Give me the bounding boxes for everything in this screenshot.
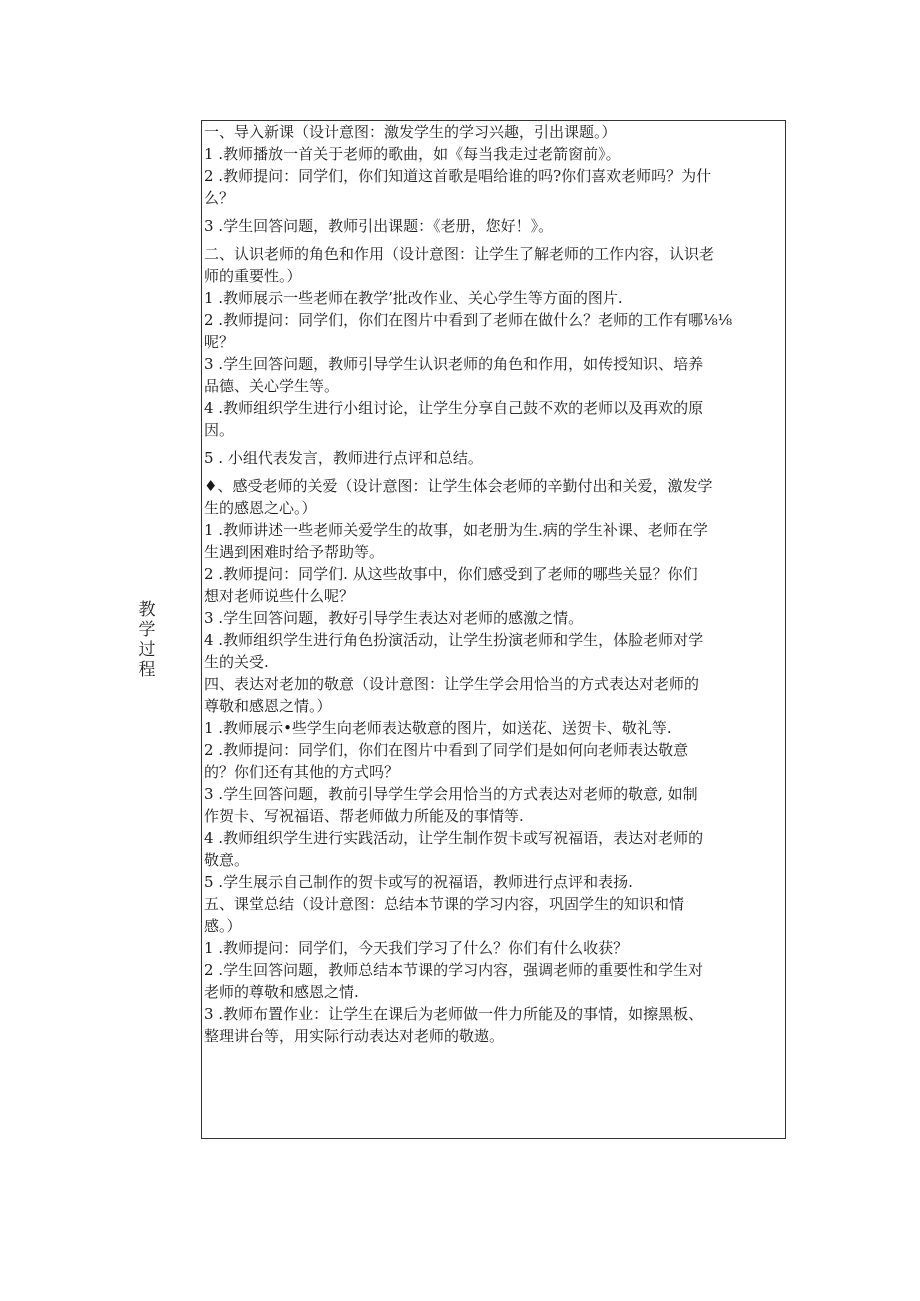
- text-line: 1 .教师讲述一些老师关爱学生的故事，如老册为生.病的学生补课、老师在学: [204, 521, 708, 539]
- text-line: 作贺卡、写祝福语、帮老师做力所能及的事情等.: [204, 807, 524, 825]
- text-line: 3 .学生回答问题，教师引出课题：《老册，您好！》。: [204, 217, 554, 235]
- text-line: 2 .学生回答问题，教师总结本节课的学习内容，强调老师的重要性和学生对: [204, 961, 704, 979]
- text-line: 4 .教师组织学生进行角色扮演活动，让学生扮演老师和学生，体脸老师对学: [204, 631, 704, 649]
- text-line: 1 .教师提问：同学们，今天我们学习了什么？你们有什么收获？: [204, 939, 629, 957]
- text-line: 3 .学生回答问题，教师引导学生认识老师的角色和作用，如传授知识、培养: [204, 355, 704, 373]
- text-line: 5 .学生展示自己制作的贺卡或写的祝福语，教师进行点评和表扬.: [204, 873, 633, 891]
- text-line: 尊敬和感恩之情。）: [204, 697, 332, 715]
- text-line: 3 .学生回答问题，教好引导学生表达对老师的感激之情。: [204, 609, 584, 627]
- side-label-char: 教: [138, 600, 156, 620]
- text-line: 4 .教师组织学生进行小组讨论，让学生分享自己鼓不欢的老师以及再欢的原: [204, 399, 704, 417]
- side-label-char: 过: [138, 640, 156, 660]
- lesson-content: [204, 121, 774, 1047]
- text-line: 老师的尊敬和感恩之情.: [204, 983, 359, 1001]
- text-line: 么？: [204, 189, 235, 207]
- text-line: 2 .教师提问：同学们，你们在图片中看到了同学们是如何向老师表达敬意: [204, 741, 689, 759]
- text-line: 呢？: [204, 333, 235, 351]
- side-label-char: 学: [138, 620, 156, 640]
- text-line: 生遇到困难时给予帮助等。: [204, 543, 385, 561]
- text-line: 3 .教师布置作业：让学生在课后为老师做一件力所能及的事情，如擦黑板、: [204, 1005, 704, 1023]
- text-line: 1 .教师展示一些老师在教学’批改作业、关心学生等方面的图片.: [204, 289, 623, 307]
- text-line: 的？你们还有其他的方式吗？: [204, 763, 400, 781]
- teaching-process-label: [133, 600, 161, 680]
- text-line: 感。）: [204, 917, 242, 935]
- side-label-char: 程: [138, 660, 156, 680]
- text-line: 生的关受.: [204, 653, 269, 671]
- text-line: 1 .教师展示•些学生向老师表达敬意的图片，如送花、送贺卡、敬礼等.: [204, 719, 672, 737]
- text-line: 师的重要性。）: [204, 267, 302, 285]
- text-line: 生的感恩之心。）: [204, 499, 317, 517]
- text-line: 敬意。: [204, 851, 250, 869]
- section-heading-4: 四、表达对老加的敬意（设计意图：让学生学会用恰当的方式表达对老师的: [204, 675, 700, 693]
- text-line: 5 . 小组代表发言，教师进行点评和总结。: [204, 449, 483, 467]
- section-heading-5: 五、课堂总结（设计意图：总结本节课的学习内容，巩固学生的知识和情: [204, 895, 685, 913]
- text-line: 品德、关心学生等。: [204, 377, 340, 395]
- text-line: 2 .教师提问：同学们，你们在图片中看到了老师在做什么？老师的工作有哪⅛⅛: [204, 311, 733, 329]
- text-line: 4 .教师组织学生进行实践活动，让学生制作贺卡或写祝福语，表达对老师的: [204, 829, 704, 847]
- text-line: 想对老师说些什么呢？: [204, 587, 355, 605]
- section-heading-3: ♦、感受老师的关爱（设计意图：让学生体会老师的辛勤付出和关爱，激发学: [204, 477, 713, 495]
- text-line: 2 .教师提问：同学们，你们知道这首歌是唱给谁的吗?你们喜欢老师吗？为什: [204, 167, 712, 185]
- text-line: 3 .学生回答问题，教前引导学生学会用恰当的方式表达对老师的敬意, 如制: [204, 785, 698, 803]
- text-line: 2 .教师提问：同学们. 从这些故事中，你们感受到了老师的哪些关显？你们: [204, 565, 698, 583]
- text-line: 1 .教师播放一首关于老师的歌曲，如《每当我走过老箭窗前》。: [204, 145, 621, 163]
- text-line: 因。: [204, 421, 235, 439]
- section-heading-2: 二、认识老师的角色和作用（设计意图：让学生了解老师的工作内容，认识老: [204, 245, 715, 263]
- text-line: 整理讲台等，用实际行动表达对老师的敬遨。: [204, 1027, 505, 1045]
- section-heading-1: 一、导入新课（设计意图：激发学生的学习兴趣，引出课题。）: [204, 123, 617, 141]
